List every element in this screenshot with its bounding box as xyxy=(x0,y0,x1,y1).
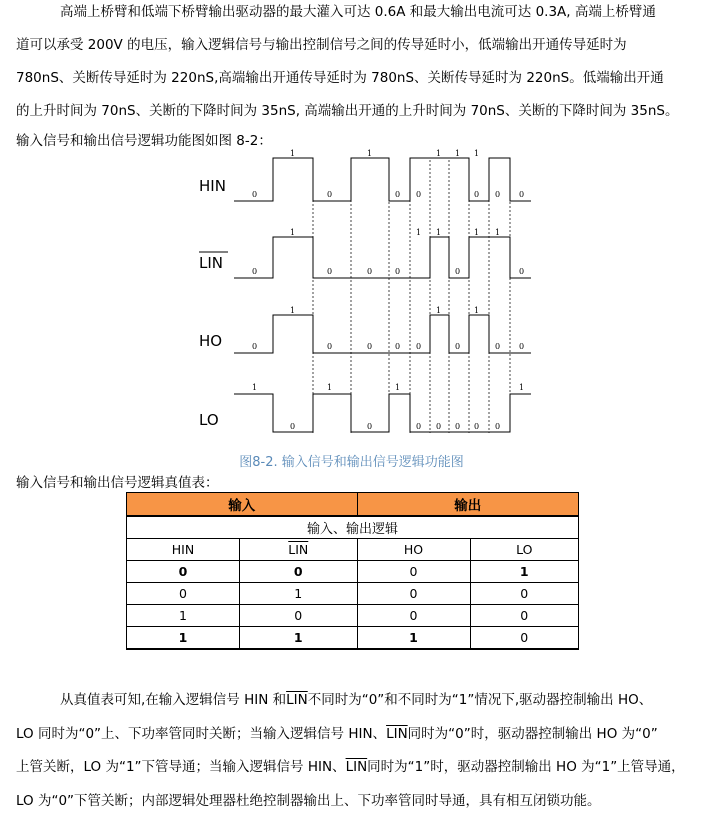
hin-waveform xyxy=(234,158,531,201)
cell-lin: 1 xyxy=(240,627,358,650)
cell-lo: 1 xyxy=(470,561,578,583)
svg-text:0: 0 xyxy=(455,342,460,351)
svg-text:1: 1 xyxy=(367,149,372,158)
svg-text:0: 0 xyxy=(327,342,332,351)
svg-text:1: 1 xyxy=(495,228,500,237)
intro-line-3: 780nS、关断传导延时为 220nS,高端输出开通传导延时为 780nS、关断传导延时为 220nS。低端输出开通 xyxy=(16,62,692,95)
svg-text:0: 0 xyxy=(327,190,332,199)
svg-text:0: 0 xyxy=(455,422,460,431)
logic-timing-diagram xyxy=(0,140,703,450)
svg-text:0: 0 xyxy=(252,342,257,351)
svg-text:0: 0 xyxy=(519,267,524,276)
svg-text:0: 0 xyxy=(252,267,257,276)
output-header: 输出 xyxy=(357,493,578,517)
hin-label: HIN xyxy=(199,177,226,195)
col-header-lo: LO xyxy=(470,539,578,561)
svg-text:0: 0 xyxy=(327,267,332,276)
svg-text:0: 0 xyxy=(416,342,421,351)
cell-lin: 0 xyxy=(240,561,358,583)
conclusion-line-2: LO 同时为“0”上、下功率管同时关断；当输入逻辑信号 HIN、$\overline{LIN}$同时为“0”时，驱动器控制输出 HO 为“0” xyxy=(16,718,692,752)
svg-text:1: 1 xyxy=(455,149,460,158)
svg-text:0: 0 xyxy=(416,190,421,199)
svg-text:0: 0 xyxy=(395,267,400,276)
table-column-header-row xyxy=(127,539,579,561)
svg-text:0: 0 xyxy=(474,190,479,199)
cell-ho: 0 xyxy=(357,583,470,605)
table-group-header xyxy=(127,493,579,517)
svg-text:0: 0 xyxy=(416,422,421,431)
truth-table xyxy=(126,492,579,650)
conclusion-paragraph xyxy=(16,684,692,818)
table-subheader: 输入、输出逻辑 xyxy=(127,516,579,539)
svg-text:1: 1 xyxy=(474,306,479,315)
svg-text:0: 0 xyxy=(519,342,524,351)
input-header: 输入 xyxy=(127,493,358,517)
lo-waveform xyxy=(234,394,531,432)
svg-text:1: 1 xyxy=(474,228,479,237)
conclusion-line-3: 上管关断，LO 为“1”下管导通；当输入逻辑信号 HIN、$\overline{LIN}$同时为“1”时，驱动器控制输出 HO 为“1”上管导通， xyxy=(16,751,692,785)
svg-text:0: 0 xyxy=(367,267,372,276)
svg-text:1: 1 xyxy=(436,228,441,237)
svg-text:1: 1 xyxy=(395,383,400,392)
svg-text:1: 1 xyxy=(474,149,479,158)
svg-text:0: 0 xyxy=(367,342,372,351)
svg-text:1: 1 xyxy=(327,383,332,392)
svg-text:0: 0 xyxy=(455,267,460,276)
lin-waveform xyxy=(234,237,531,278)
cell-lin: 1 xyxy=(240,583,358,605)
col-header-lin: $\overline{LIN}$ xyxy=(240,539,358,561)
svg-text:0: 0 xyxy=(519,190,524,199)
cell-ho: 0 xyxy=(357,561,470,583)
cell-hin: 1 xyxy=(127,605,240,627)
svg-text:1: 1 xyxy=(252,383,257,392)
svg-text:0: 0 xyxy=(436,422,441,431)
col-header-hin: HIN xyxy=(127,539,240,561)
svg-text:0: 0 xyxy=(474,422,479,431)
svg-text:0: 0 xyxy=(495,422,500,431)
svg-text:0: 0 xyxy=(290,422,295,431)
lin-label: LIN xyxy=(199,254,223,272)
intro-line-2: 道可以承受 200V 的电压，输入逻辑信号与输出控制信号之间的传导延时小，低端输出开通传导延时为 xyxy=(16,29,692,62)
figure-caption: 图8-2. 输入信号和输出信号逻辑功能图 xyxy=(0,451,703,470)
svg-text:1: 1 xyxy=(436,149,441,158)
svg-text:0: 0 xyxy=(252,190,257,199)
table-intro: 输入信号和输出信号逻辑真值表： xyxy=(16,471,219,491)
intro-line-1: 高端上桥臂和低端下桥臂输出驱动器的最大灌入可达 0.6A 和最大输出电流可达 0.3A, 高端上桥臂通 xyxy=(16,0,692,29)
cell-hin: 0 xyxy=(127,561,240,583)
cell-ho: 1 xyxy=(357,627,470,650)
conclusion-line-1: 从真值表可知,在输入逻辑信号 HIN 和$\overline{LIN}$不同时为“0”和不同时为“1”情况下,驱动器控制输出 HO、 xyxy=(16,684,692,718)
intro-paragraph xyxy=(16,0,692,154)
cell-lo: 0 xyxy=(470,627,578,650)
svg-text:0: 0 xyxy=(367,422,372,431)
table-row xyxy=(127,583,579,605)
svg-text:1: 1 xyxy=(290,228,295,237)
svg-text:0: 0 xyxy=(395,190,400,199)
table-row xyxy=(127,605,579,627)
cell-ho: 0 xyxy=(357,605,470,627)
intro-line-5: 输入信号和输出信号逻辑功能图如图 8-2： xyxy=(16,128,692,154)
cell-hin: 0 xyxy=(127,583,240,605)
table-subheader-row xyxy=(127,516,579,539)
cell-hin: 1 xyxy=(127,627,240,650)
cell-lin: 0 xyxy=(240,605,358,627)
table-row xyxy=(127,561,579,583)
svg-text:1: 1 xyxy=(290,306,295,315)
intro-line-4: 的上升时间为 70nS、关断的下降时间为 35nS, 高端输出开通的上升时间为 70nS、关断的下降时间为 35nS。 xyxy=(16,95,692,128)
cell-lo: 0 xyxy=(470,583,578,605)
svg-text:0: 0 xyxy=(395,342,400,351)
table-row xyxy=(127,627,579,650)
svg-text:1: 1 xyxy=(290,149,295,158)
svg-text:0: 0 xyxy=(495,190,500,199)
ho-waveform xyxy=(234,315,531,353)
conclusion-line-4: LO 为“0”下管关断；内部逻辑处理器杜绝控制器输出上、下功率管同时导通，具有相互闭锁功能。 xyxy=(16,785,692,818)
logic-value-marks xyxy=(252,149,524,431)
cell-lo: 0 xyxy=(470,605,578,627)
svg-text:1: 1 xyxy=(436,306,441,315)
lo-label: LO xyxy=(199,411,219,429)
svg-text:0: 0 xyxy=(495,342,500,351)
svg-text:1: 1 xyxy=(416,228,421,237)
col-header-ho: HO xyxy=(357,539,470,561)
ho-label: HO xyxy=(199,332,222,350)
svg-text:1: 1 xyxy=(519,383,524,392)
